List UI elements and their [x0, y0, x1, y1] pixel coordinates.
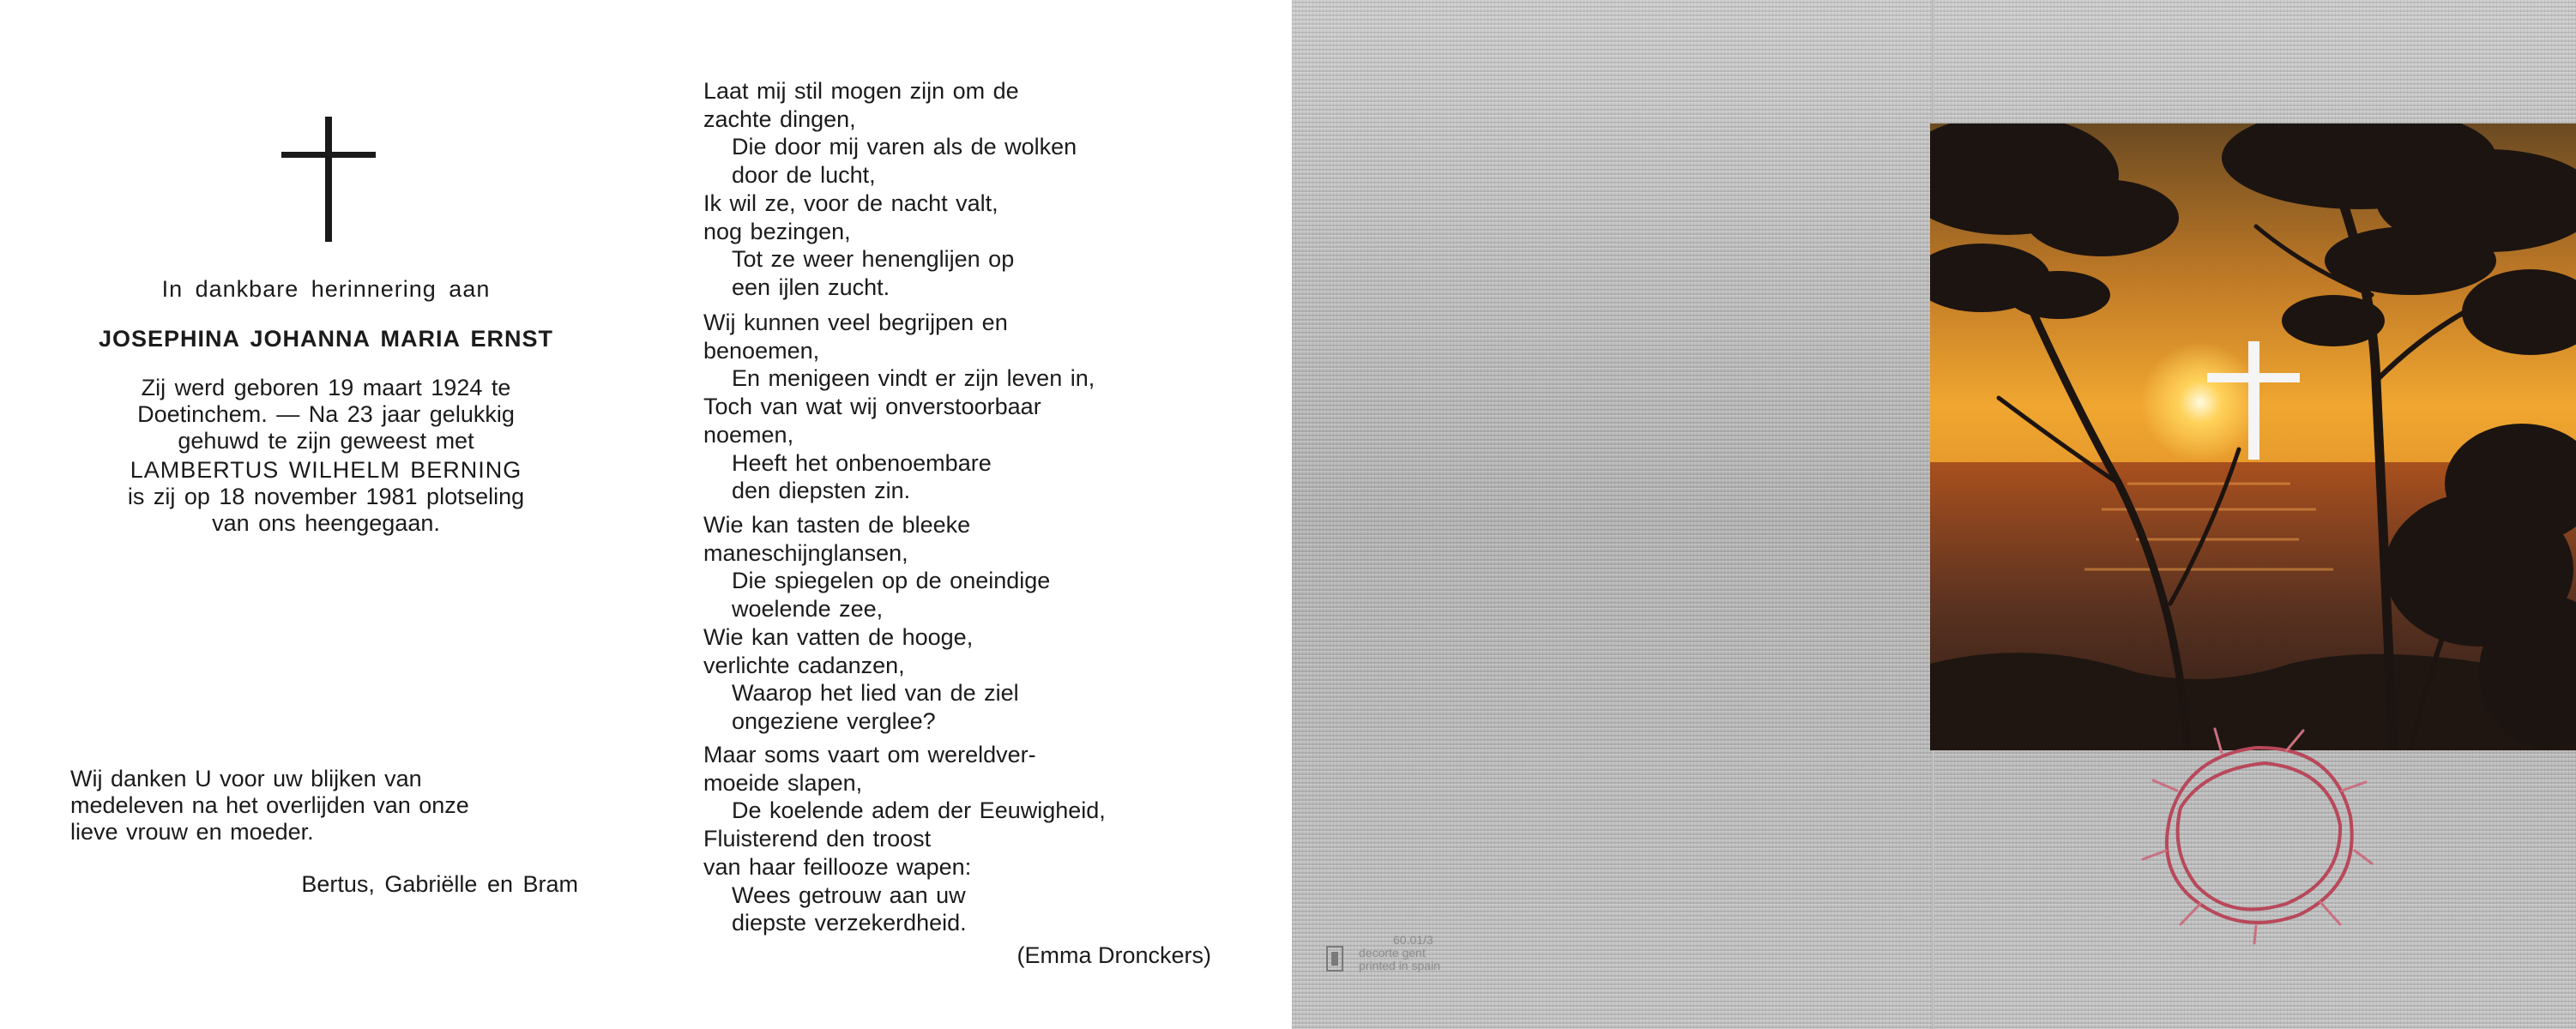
- inner-left-page: [0, 0, 652, 1029]
- bio-line: is zij op 18 november 1981 plotseling: [127, 484, 525, 509]
- poem-line: Wij kunnen veel begrijpen en: [703, 310, 1008, 335]
- poem-line: woelende zee,: [732, 596, 884, 623]
- imprint-code: 60.01/3: [1393, 933, 1433, 947]
- crown-of-thorns-icon: [2136, 722, 2374, 945]
- biography: [0, 375, 652, 537]
- imprint-line: decorte gent: [1359, 946, 1426, 960]
- white-cross-icon: [2207, 341, 2300, 460]
- poem-line: Toch van wat wij onverstoorbaar: [703, 394, 1041, 420]
- poem-line: maneschijnglansen,: [703, 539, 908, 566]
- poem-line: Die spiegelen op de oneindige: [732, 568, 1051, 594]
- bio-line: gehuwd te zijn geweest met: [178, 428, 474, 454]
- poem-line: nog bezingen,: [703, 218, 851, 244]
- bio-line: Doetinchem. — Na 23 jaar gelukkig: [137, 401, 515, 427]
- black-cross-icon: [281, 117, 376, 242]
- publisher-logo-icon: [1326, 946, 1343, 972]
- poem-line: diepste verzekerdheid.: [732, 910, 967, 936]
- poem-stanza: [703, 309, 1218, 505]
- poem-line: Wie kan tasten de bleeke: [703, 512, 971, 538]
- poem-page: [703, 0, 1218, 1029]
- poem-line: Laat mij stil mogen zijn om de: [703, 78, 1019, 104]
- poem-line: En menigeen vindt er zijn leven in,: [732, 365, 1095, 392]
- poem-line: benoemen,: [703, 337, 820, 364]
- thanks-line: medeleven na het overlijden van onze: [70, 792, 469, 818]
- poem-line: Die door mij varen als de wolken: [732, 134, 1077, 160]
- poem-line: noemen,: [703, 421, 794, 448]
- card-cover: [1292, 0, 2576, 1029]
- poem-stanza: [703, 77, 1218, 302]
- bio-line: Zij werd geboren 19 maart 1924 te: [141, 375, 511, 400]
- deceased-name: JOSEPHINA JOHANNA MARIA ERNST: [98, 326, 554, 352]
- bio-line: van ons heengegaan.: [212, 510, 440, 536]
- thanks-message: [70, 766, 619, 845]
- poem-line: Heeft het onbenoembare: [732, 449, 992, 476]
- printer-imprint: [1326, 934, 1489, 982]
- spouse-name: LAMBERTUS WILHELM BERNING: [130, 457, 522, 483]
- thanks-line: lieve vrouw en moeder.: [70, 819, 314, 845]
- family-signature: Bertus, Gabriëlle en Bram: [301, 871, 578, 897]
- thanks-line: Wij danken U voor uw blijken van: [70, 766, 422, 791]
- poem-line: Maar soms vaart om wereldver-: [703, 742, 1036, 767]
- poem-line: den diepsten zin.: [732, 478, 911, 504]
- memorial-intro: In dankbare herinnering aan: [161, 276, 491, 302]
- poem-line: De koelende adem der Eeuwigheid,: [732, 797, 1106, 824]
- poem-line: Wie kan vatten de hooge,: [703, 623, 974, 650]
- poem-line: Tot ze weer henenglijen op: [732, 246, 1015, 273]
- imprint-line: printed in spain: [1359, 959, 1440, 972]
- poem-stanza: [703, 511, 1218, 736]
- poem-line: Waarop het lied van de ziel: [732, 680, 1019, 707]
- poem-line: verlichte cadanzen,: [703, 652, 905, 678]
- poem-line: een ijlen zucht.: [732, 274, 890, 300]
- poem-line: zachte dingen,: [703, 105, 856, 132]
- poem-author: (Emma Dronckers): [1017, 942, 1211, 968]
- poem-stanza: [703, 741, 1218, 937]
- poem-line: Wees getrouw aan uw: [732, 882, 966, 908]
- poem-line: ongeziene verglee?: [732, 707, 936, 734]
- poem-line: Ik wil ze, voor de nacht valt,: [703, 190, 998, 216]
- poem-line: door de lucht,: [732, 162, 876, 189]
- poem-line: Fluisterend den troost: [703, 826, 932, 852]
- poem-line: moeide slapen,: [703, 769, 863, 796]
- poem-line: van haar feillooze wapen:: [703, 853, 972, 880]
